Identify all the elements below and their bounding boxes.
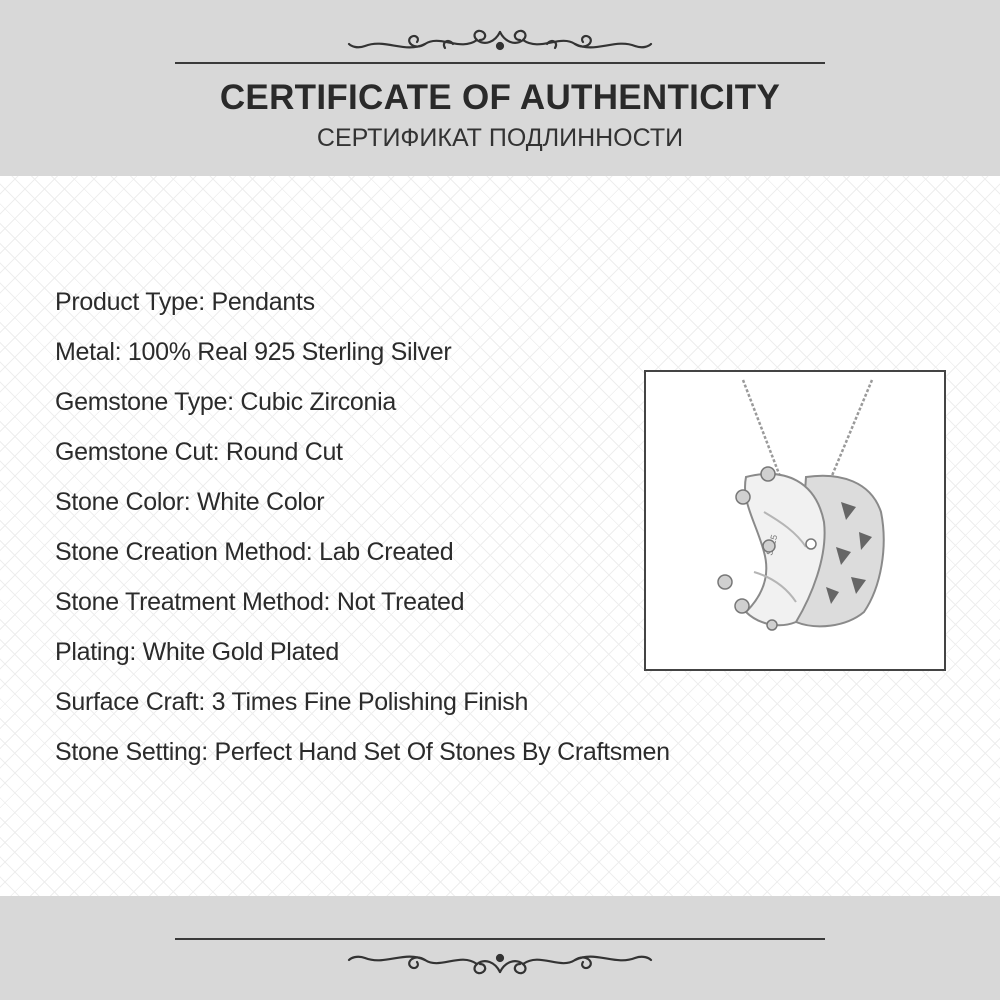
footer-band bbox=[0, 896, 1000, 1000]
top-flourish-icon bbox=[345, 24, 655, 64]
certificate-title-ru: СЕРТИФИКАТ ПОДЛИННОСТИ bbox=[316, 124, 684, 152]
spec-item-plating: Plating: White Gold Plated bbox=[55, 638, 340, 666]
bottom-flourish-icon bbox=[345, 940, 655, 980]
spec-item-stone-setting: Stone Setting: Perfect Hand Set Of Stones By Craftsmen bbox=[55, 738, 670, 766]
spec-item-surface-craft: Surface Craft: 3 Times Fine Polishing Finish bbox=[55, 688, 529, 716]
spec-item-gemstone-cut: Gemstone Cut: Round Cut bbox=[55, 438, 343, 466]
spec-item-gemstone-type: Gemstone Type: Cubic Zirconia bbox=[55, 388, 396, 416]
certificate-title: CERTIFICATE OF AUTHENTICITY bbox=[219, 78, 781, 117]
spec-item-treatment-method: Stone Treatment Method: Not Treated bbox=[55, 588, 465, 616]
header-band bbox=[0, 0, 1000, 176]
crown-pendant-icon bbox=[646, 372, 944, 669]
top-rule bbox=[175, 62, 825, 64]
spec-item-product-type: Product Type: Pendants bbox=[55, 288, 315, 316]
spec-item-creation-method: Stone Creation Method: Lab Created bbox=[55, 538, 454, 566]
spec-item-metal: Metal: 100% Real 925 Sterling Silver bbox=[55, 338, 452, 366]
product-photo-frame bbox=[644, 370, 946, 671]
spec-list bbox=[55, 282, 670, 782]
spec-item-stone-color: Stone Color: White Color bbox=[55, 488, 325, 516]
